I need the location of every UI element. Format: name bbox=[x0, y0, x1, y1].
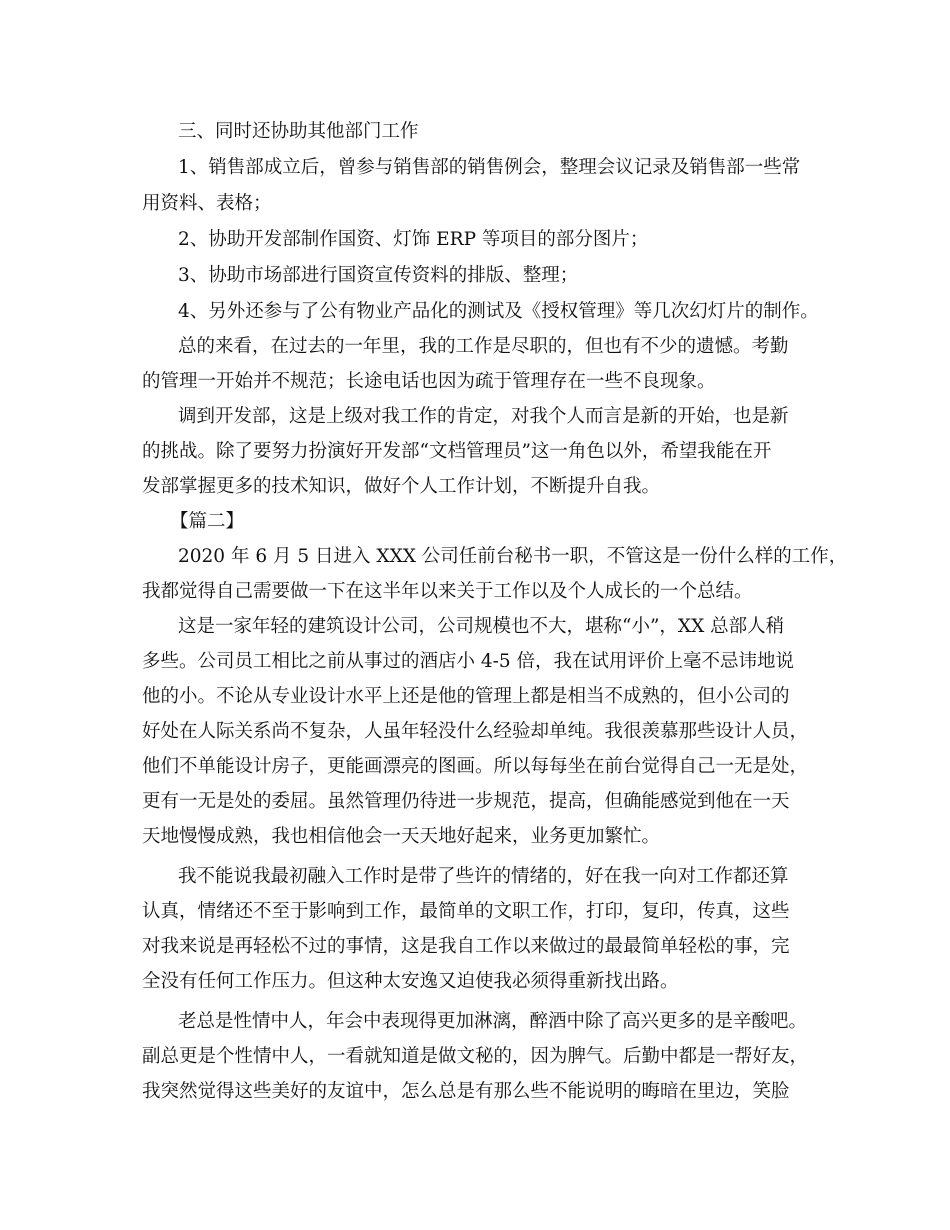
text-line: 天地慢慢成熟，我也相信他会一天天地好起来，业务更加繁忙。 bbox=[142, 826, 661, 847]
text-line: 发部掌握更多的技术知识，做好个人工作计划，不断提升自我。 bbox=[142, 476, 661, 497]
text-line: 他的小。不论从专业设计水平上还是他的管理上都是相当不成熟的，但小公司的 bbox=[142, 686, 790, 707]
text-line: 副总更是个性情中人，一看就知道是做文秘的，因为脾气。后勤中都是一帮好友， bbox=[142, 1046, 809, 1067]
text-line: 多些。公司员工相比之前从事过的酒店小 4-5 倍，我在试用评价上毫不忌讳地说 bbox=[142, 651, 795, 672]
text-line: 对我来说是再轻松不过的事情，这是我自工作以来做过的最最简单轻松的事，完 bbox=[142, 936, 790, 957]
text-line: 4、另外还参与了公有物业产品化的测试及《授权管理》等几次幻灯片的制作。 bbox=[178, 301, 819, 322]
text-line: 2020 年 6 月 5 日进入 XXX 公司任前台秘书一职，不管这是一份什么样的工作， bbox=[178, 546, 848, 567]
text-line: 老总是性情中人，年会中表现得更加淋漓，醉酒中除了高兴更多的是辛酸吧。 bbox=[178, 1011, 808, 1032]
section-heading: 【篇二】 bbox=[170, 511, 245, 532]
text-line: 的管理一开始并不规范；长途电话也因为疏于管理存在一些不良现象。 bbox=[142, 371, 716, 392]
text-line: 这是一家年轻的建筑设计公司，公司规模也不大，堪称“小”，XX 总部人稍 bbox=[178, 616, 785, 637]
text-line: 更有一无是处的委屈。虽然管理仍待进一步规范，提高，但确能感觉到他在一天 bbox=[142, 791, 790, 812]
text-line: 的挑战。除了要努力扮演好开发部“文档管理员”这一角色以外，希望我能在开 bbox=[142, 441, 772, 462]
text-line: 我都觉得自己需要做一下在这半年以来关于工作以及个人成长的一个总结。 bbox=[142, 581, 753, 602]
text-line: 全没有任何工作压力。但这种太安逸又迫使我必须得重新找出路。 bbox=[142, 971, 679, 992]
text-line: 我不能说我最初融入工作时是带了些许的情绪的，好在我一向对工作都还算 bbox=[178, 866, 789, 887]
text-line: 用资料、表格； bbox=[142, 193, 272, 214]
text-line: 1、销售部成立后，曾参与销售部的销售例会，整理会议记录及销售部一些常 bbox=[178, 157, 801, 178]
text-line: 我突然觉得这些美好的友谊中，怎么总是有那么些不能说明的晦暗在里边，笑脸 bbox=[142, 1081, 790, 1102]
text-line: 3、协助市场部进行国资宣传资料的排版、整理； bbox=[178, 265, 579, 286]
text-line: 认真，情绪还不至于影响到工作，最简单的文职工作，打印，复印，传真，这些 bbox=[142, 901, 790, 922]
section-heading: 三、同时还协助其他部门工作 bbox=[178, 121, 419, 142]
text-line: 他们不单能设计房子，更能画漂亮的图画。所以每每坐在前台觉得自己一无是处， bbox=[142, 756, 809, 777]
text-line: 调到开发部，这是上级对我工作的肯定，对我个人而言是新的开始，也是新 bbox=[178, 406, 789, 427]
text-line: 总的来看，在过去的一年里，我的工作是尽职的，但也有不少的遗憾。考勤 bbox=[178, 336, 789, 357]
text-line: 好处在人际关系尚不复杂，人虽年轻没什么经验却单纯。我很羡慕那些设计人员， bbox=[142, 721, 809, 742]
text-line: 2、协助开发部制作国资、灯饰 ERP 等项目的部分图片； bbox=[178, 229, 649, 250]
